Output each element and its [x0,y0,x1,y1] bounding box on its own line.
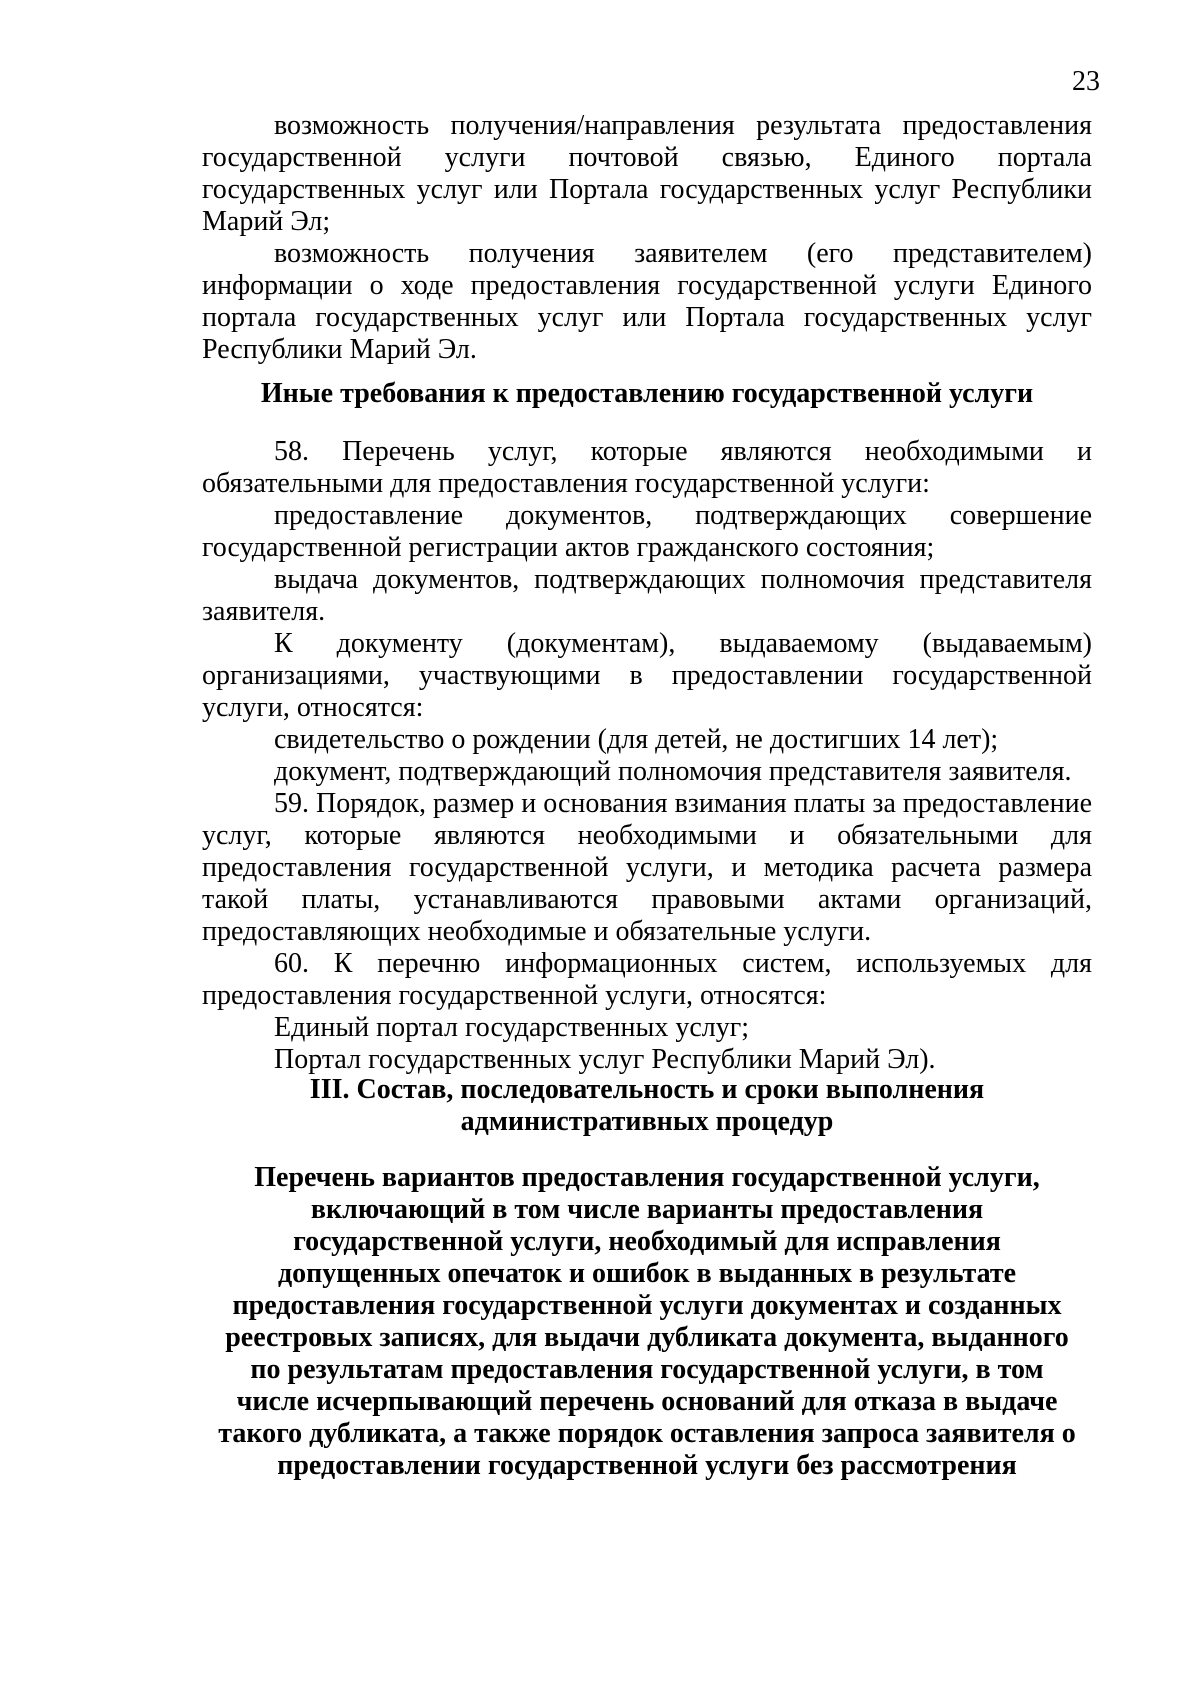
heading-line: по результатам предоставления государственной услуги, в том [250,1354,1044,1385]
paragraph-60: 60. К перечню информационных систем, используемых для предоставления государственной услуги, относятся: [202,948,1092,1011]
paragraph: Портал государственных услуг Республики Марий Эл). [274,1044,936,1075]
heading-line: реестровых записях, для выдачи дубликата документа, выданного [225,1322,1069,1353]
heading-line: допущенных опечаток и ошибок в выданных в результате [277,1258,1017,1289]
section-heading-iii [202,1074,1092,1138]
paragraph: предоставление документов, подтверждающих совершение государственной регистрации актов гражданского состояния; [202,500,1092,563]
paragraph-58: 58. Перечень услуг, которые являются необходимыми и обязательными для предоставления государственной услуги: [202,436,1092,499]
subsection-heading-variants [202,1162,1092,1482]
page-number: 23 [1072,66,1100,97]
heading-line: Перечень вариантов предоставления государственной услуги, [254,1162,1040,1193]
paragraph-block-1 [202,110,1092,366]
paragraph: возможность получения/направления результата предоставления государственной услуги почтовой связью, Единого портала государственных услуг или Портала государственных услуг Республики Марий Эл; [202,110,1092,237]
paragraph: К документу (документам), выдаваемому (выдаваемым) организациями, участвующими в предоставлении государственной услуги, относятся: [202,628,1092,723]
paragraph-block-2 [202,436,1092,1076]
heading-line: включающий в том числе варианты предоставления [310,1194,984,1225]
heading-line: такого дубликата, а также порядок оставления запроса заявителя о [218,1418,1076,1449]
paragraph-59: 59. Порядок, размер и основания взимания платы за предоставление услуг, которые являются необходимыми и обязательными для предоставления государственной услуги, и методика расчета размера такой платы, устанавливаются правовыми актами организаций, предоставляющих необходимые и обязательные услуги. [202,788,1092,947]
heading-line: числе исчерпывающий перечень оснований для отказа в выдаче [236,1386,1058,1417]
heading-line: предоставлении государственной услуги без рассмотрения [277,1450,1017,1481]
section-heading-other-requirements: Иные требования к предоставлению государственной услуги [260,378,1034,409]
heading-line: предоставления государственной услуги документах и созданных [232,1290,1062,1321]
paragraph: возможность получения заявителем (его представителем) информации о ходе предоставления государственной услуги Единого портала государственных услуг или Портала государственных услуг Республики Марий Эл. [202,238,1092,365]
heading-line: государственной услуги, необходимый для исправления [293,1226,1001,1257]
paragraph: выдача документов, подтверждающих полномочия представителя заявителя. [202,564,1092,627]
heading-line: административных процедур [460,1106,834,1137]
paragraph: свидетельство о рождении (для детей, не достигших 14 лет); [274,724,999,755]
paragraph: Единый портал государственных услуг; [274,1012,750,1043]
paragraph: документ, подтверждающий полномочия представителя заявителя. [274,756,1072,787]
heading-line: III. Состав, последовательность и сроки выполнения [309,1074,985,1105]
